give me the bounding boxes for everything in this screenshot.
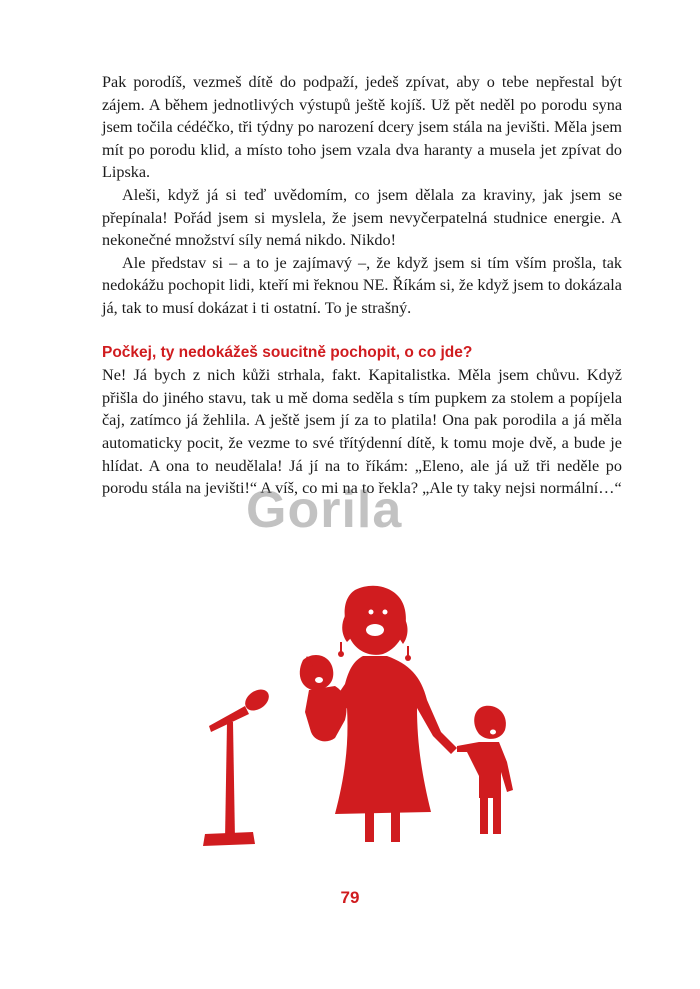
body-text	[102, 71, 622, 500]
microphone-stand-icon	[203, 685, 273, 846]
paragraph-1: Pak porodíš, vezmeš dítě do podpaží, jedeš zpívat, aby o tebe nepřestal být zájem. A během jednotlivých výstupů ještě kojíš. Už pět neděl po porodu syna jsem točila cédéčko, tři týdny po narození dcery jsem stála na jevišti. Měla jsem mít po porodu klid, a místo toho jsem vzala dva haranty a musela jet zpívat do Lipska.	[102, 73, 622, 182]
singer-mother-with-children-silhouette-icon	[195, 572, 535, 872]
page-number: 79	[340, 888, 360, 907]
paragraph-3: Ale představ si – a to je zajímavý –, že když jsem si tím vším prošla, tak nedokážu pochopit lidi, kteří mi řeknou NE. Říkám si, že když jsem to dokázala já, tak to musí dokázat i ti ostatní. To je strašný.	[102, 253, 622, 317]
paragraph-2: Aleši, když já si teď uvědomím, co jsem dělala za kraviny, jak jsem se přepínala! Pořád jsem si myslela, že jsem nevyčerpatelná studnice energie. A nekonečné množství síly nemá nikdo. Nikdo!	[102, 185, 622, 250]
interview-answer: Ne! Já bych z nich kůži strhala, fakt. Kapitalistka. Měla jsem chůvu. Když přišla do jiného stavu, tak u mě doma seděla s tím pupkem za stolem a popíjela čaj, zatímco já žehlila. A ještě jsem jí za to platila! Ona pak porodila a já měla automaticky pocit, že vezme to své třítýdenní dítě, k tomu moje dvě, a bude je hlídat. A ona to neudělala! Já jí na to říkám: „Eleno, ale já už tři neděle po porodu stála na jevišti!“ A víš, co mi na to řekla? „Ale ty taky nejsi normální…“	[102, 366, 622, 498]
interview-question: Počkej, ty nedokážeš soucitně pochopit, o co jde?	[102, 343, 473, 361]
watermark-logo: Gorila	[246, 481, 403, 539]
